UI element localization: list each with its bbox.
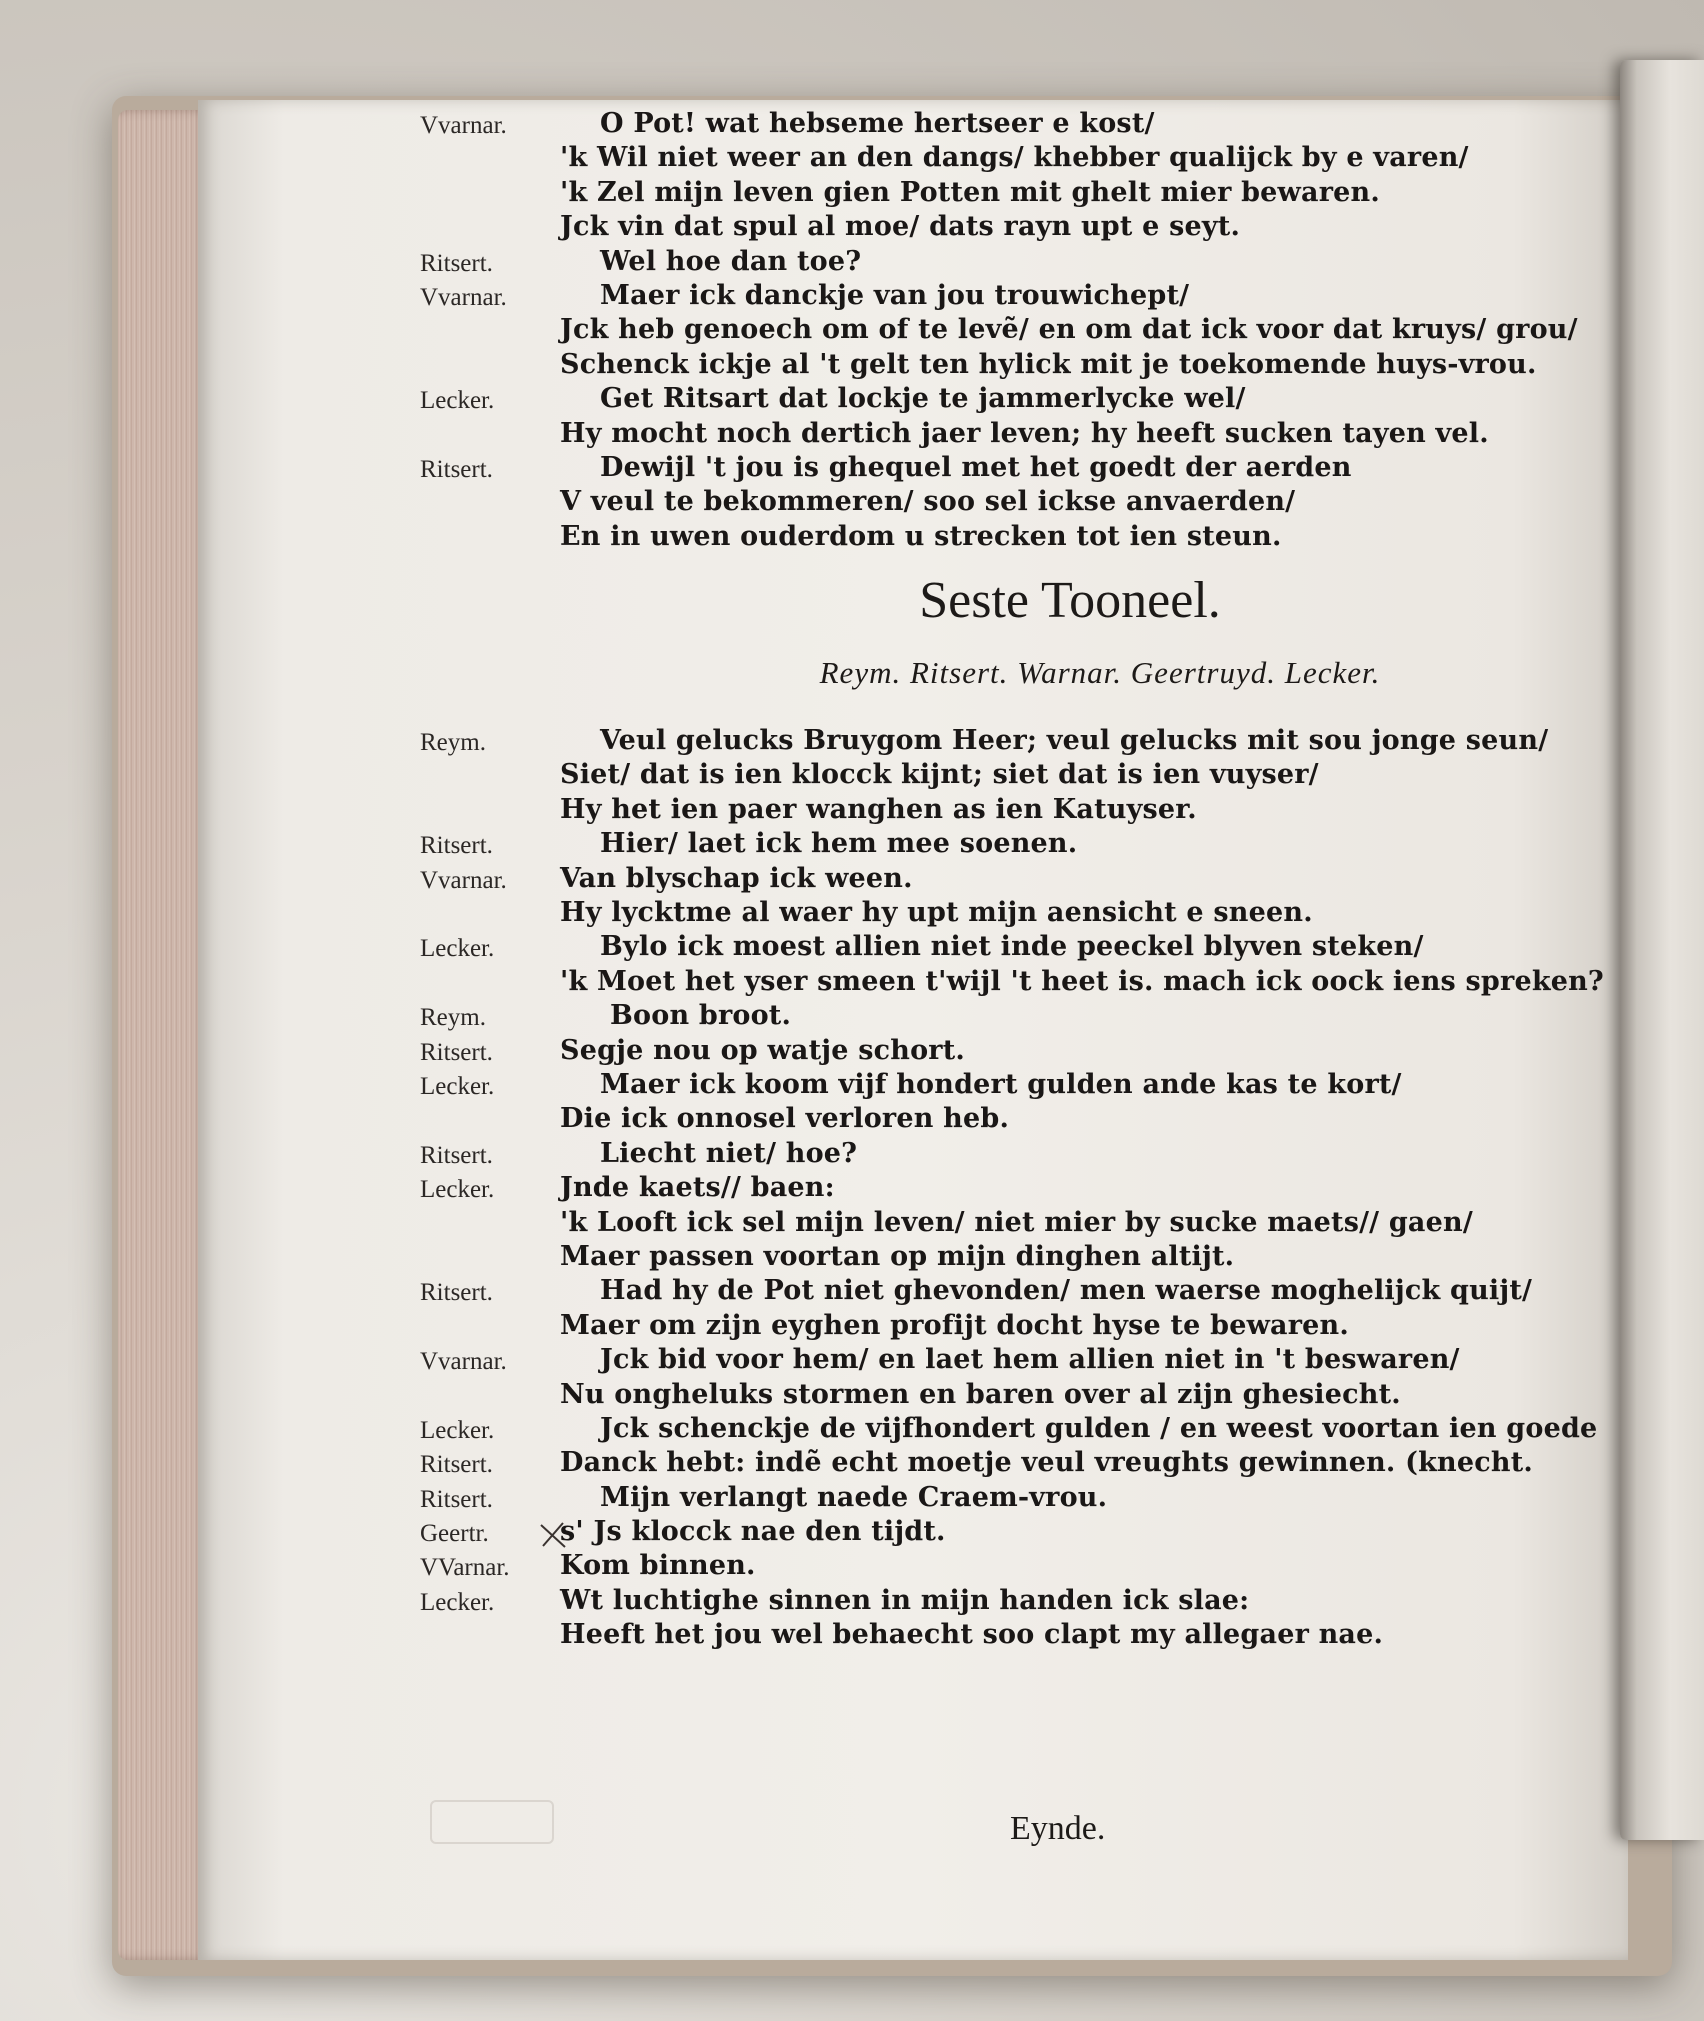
speaker-name: Geertr. xyxy=(420,1520,489,1548)
speaker-name: Vvarnar. xyxy=(420,112,507,139)
verse-text: Get Ritsart dat lockje te jammerlycke wel/ xyxy=(600,383,1246,415)
verse-line xyxy=(420,1516,1620,1550)
verse-line xyxy=(420,1241,1620,1275)
scene-title: Seste Tooneel. xyxy=(919,572,1221,630)
faint-stamp xyxy=(430,1800,554,1844)
speaker-name: Lecker. xyxy=(420,935,495,963)
verse-text: Maer passen voortan op mijn dinghen altijt. xyxy=(560,1240,1235,1272)
verse-line xyxy=(420,931,1620,965)
speaker-name: Ritsert. xyxy=(420,832,493,860)
verse-text: Mijn verlangt naede Craem-vrou. xyxy=(600,1481,1108,1513)
verse-line xyxy=(420,177,1620,211)
verse-text: En in uwen ouderdom u strecken tot ien steun. xyxy=(560,520,1282,552)
verse-line xyxy=(420,246,1620,280)
verse-line xyxy=(420,418,1620,452)
verse-text: Van blyschap ick ween. xyxy=(560,862,913,894)
verse-line xyxy=(420,1275,1620,1309)
verse-line xyxy=(420,1138,1620,1172)
verse-text: Wt luchtighe sinnen in mijn handen ick slae: xyxy=(560,1584,1250,1616)
verse-text: Hy het ien paer wanghen as ien Katuyser. xyxy=(560,793,1197,825)
verse-line xyxy=(420,1482,1620,1516)
verse-line xyxy=(420,1379,1620,1413)
speaker-name: Lecker. xyxy=(420,1072,495,1100)
verse-text: Schenck ickje al 't gelt ten hylick mit je toekomende huys-vrou. xyxy=(560,348,1537,380)
verse-line xyxy=(420,349,1620,383)
verse-text: Hy lycktme al waer hy upt mijn aensicht e sneen. xyxy=(560,897,1313,929)
verse-text: Jck schenckje de vijfhondert gulden / en weest voortan ien goede xyxy=(600,1412,1598,1444)
speaker-name: Ritsert. xyxy=(420,1485,493,1513)
verse-text: Hy mocht noch dertich jaer leven; hy heeft sucken tayen vel. xyxy=(560,417,1489,449)
verse-line xyxy=(420,828,1620,862)
speaker-name: Ritsert. xyxy=(420,1141,493,1169)
verse-text: O Pot! wat hebseme hertseer e kost/ xyxy=(600,108,1155,139)
verse-line xyxy=(420,1585,1620,1619)
verse-line xyxy=(420,1069,1620,1103)
speaker-name: Reym. xyxy=(420,729,486,757)
verse-text: Maer om zijn eyghen profijt docht hyse te bewaren. xyxy=(560,1309,1349,1341)
verse-text: Maer ick danckje van jou trouwichept/ xyxy=(600,279,1190,311)
verse-text: Nu ongheluks stormen en baren over al zijn ghesiecht. xyxy=(560,1378,1401,1410)
dialogue-block-1 xyxy=(420,108,1620,555)
verse-line xyxy=(420,486,1620,520)
verse-text: 'k Looft ick sel mijn leven/ niet mier by sucke maets// gaen/ xyxy=(560,1206,1473,1238)
verse-text: Jck heb genoech om of te levẽ/ en om dat ick voor dat kruys/ grou/ xyxy=(560,314,1578,346)
verse-line xyxy=(420,383,1620,417)
verse-line xyxy=(420,966,1620,1000)
verse-line xyxy=(420,1344,1620,1378)
verse-text: Danck hebt: indẽ echt moetje veul vreughts gewinnen. (knecht. xyxy=(560,1447,1533,1479)
speaker-name: Ritsert. xyxy=(420,1451,493,1479)
verse-text: 'k Moet het yser smeen t'wijl 't heet is. mach ick oock iens spreken? xyxy=(560,965,1604,997)
verse-text: Wel hoe dan toe? xyxy=(600,245,862,277)
verse-line xyxy=(420,521,1620,555)
verse-line xyxy=(420,794,1620,828)
speaker-name: Ritsert. xyxy=(420,455,493,483)
verse-text: Kom binnen. xyxy=(560,1550,756,1582)
verse-line xyxy=(420,1207,1620,1241)
verse-line xyxy=(420,211,1620,245)
verse-text: Boon broot. xyxy=(610,1000,792,1032)
end-word: Eynde. xyxy=(1010,1810,1106,1847)
verse-text: Heeft het jou wel behaecht soo clapt my allegaer nae. xyxy=(560,1619,1384,1651)
verse-line xyxy=(420,1000,1620,1034)
verse-text: Liecht niet/ hoe? xyxy=(600,1137,858,1169)
verse-text: Segje nou op watje schort. xyxy=(560,1034,965,1066)
speaker-name: Vvarnar. xyxy=(420,866,507,894)
verse-text: s' Js klocck nae den tijdt. xyxy=(560,1516,946,1548)
verse-line xyxy=(420,725,1620,759)
verse-text: V veul te bekommeren/ soo sel ickse anvaerden/ xyxy=(560,486,1296,518)
facing-page-edge xyxy=(1620,60,1704,1840)
verse-line xyxy=(420,759,1620,793)
verse-line xyxy=(420,897,1620,931)
verse-line xyxy=(420,1447,1620,1481)
speaker-name: Lecker. xyxy=(420,1416,495,1444)
verse-text: Hier/ laet ick hem mee soenen. xyxy=(600,828,1078,860)
speaker-name: Vvarnar. xyxy=(420,1348,507,1376)
speaker-name: Lecker. xyxy=(420,387,495,415)
verse-line xyxy=(420,1413,1620,1447)
verse-line xyxy=(420,1103,1620,1137)
speaker-name: Reym. xyxy=(420,1004,486,1032)
verse-text: Jnde kaets// baen: xyxy=(560,1172,835,1204)
speaker-name: Vvarnar. xyxy=(420,283,507,311)
verse-line xyxy=(420,863,1620,897)
verse-line xyxy=(420,452,1620,486)
verse-line xyxy=(420,1172,1620,1206)
speaker-name: Lecker. xyxy=(420,1588,495,1616)
verse-line xyxy=(420,280,1620,314)
verse-text: Die ick onnosel verloren heb. xyxy=(560,1103,1010,1135)
cast-list: Reym. Ritsert. Warnar. Geertruyd. Lecker. xyxy=(819,655,1381,691)
verse-text: Maer ick koom vijf hondert gulden ande kas te kort/ xyxy=(600,1068,1402,1100)
page-edges xyxy=(118,110,208,1960)
verse-line xyxy=(420,1550,1620,1584)
verse-text: 'k Zel mijn leven gien Potten mit ghelt mier bewaren. xyxy=(560,176,1380,208)
verse-text: Jck vin dat spul al moe/ dats rayn upt e seyt. xyxy=(560,211,1241,243)
verse-text: Had hy de Pot niet ghevonden/ men waerse moghelijck quijt/ xyxy=(600,1275,1533,1307)
speaker-name: VVarnar. xyxy=(420,1554,510,1582)
verse-line xyxy=(420,1619,1620,1653)
verse-text: Siet/ dat is ien klocck kijnt; siet dat is ien vuyser/ xyxy=(560,759,1319,791)
verse-line xyxy=(420,142,1620,176)
dialogue-block-2 xyxy=(420,725,1620,1654)
verse-text: Dewijl 't jou is ghequel met het goedt der aerden xyxy=(600,451,1352,483)
page-text xyxy=(420,108,1620,1654)
verse-line xyxy=(420,1035,1620,1069)
verse-text: Bylo ick moest allien niet inde peeckel blyven steken/ xyxy=(600,931,1424,963)
verse-text: Veul gelucks Bruygom Heer; veul gelucks mit sou jonge seun/ xyxy=(600,725,1549,757)
speaker-name: Ritsert. xyxy=(420,249,493,277)
speaker-name: Ritsert. xyxy=(420,1038,493,1066)
speaker-name: Ritsert. xyxy=(420,1279,493,1307)
verse-line xyxy=(420,108,1620,142)
verse-line xyxy=(420,1310,1620,1344)
verse-line xyxy=(420,314,1620,348)
speaker-name: Lecker. xyxy=(420,1176,495,1204)
verse-text: Jck bid voor hem/ en laet hem allien niet in 't beswaren/ xyxy=(600,1344,1460,1376)
margin-cross-mark xyxy=(538,1520,568,1550)
verse-text: 'k Wil niet weer an den dangs/ khebber qualijck by e varen/ xyxy=(560,142,1469,174)
